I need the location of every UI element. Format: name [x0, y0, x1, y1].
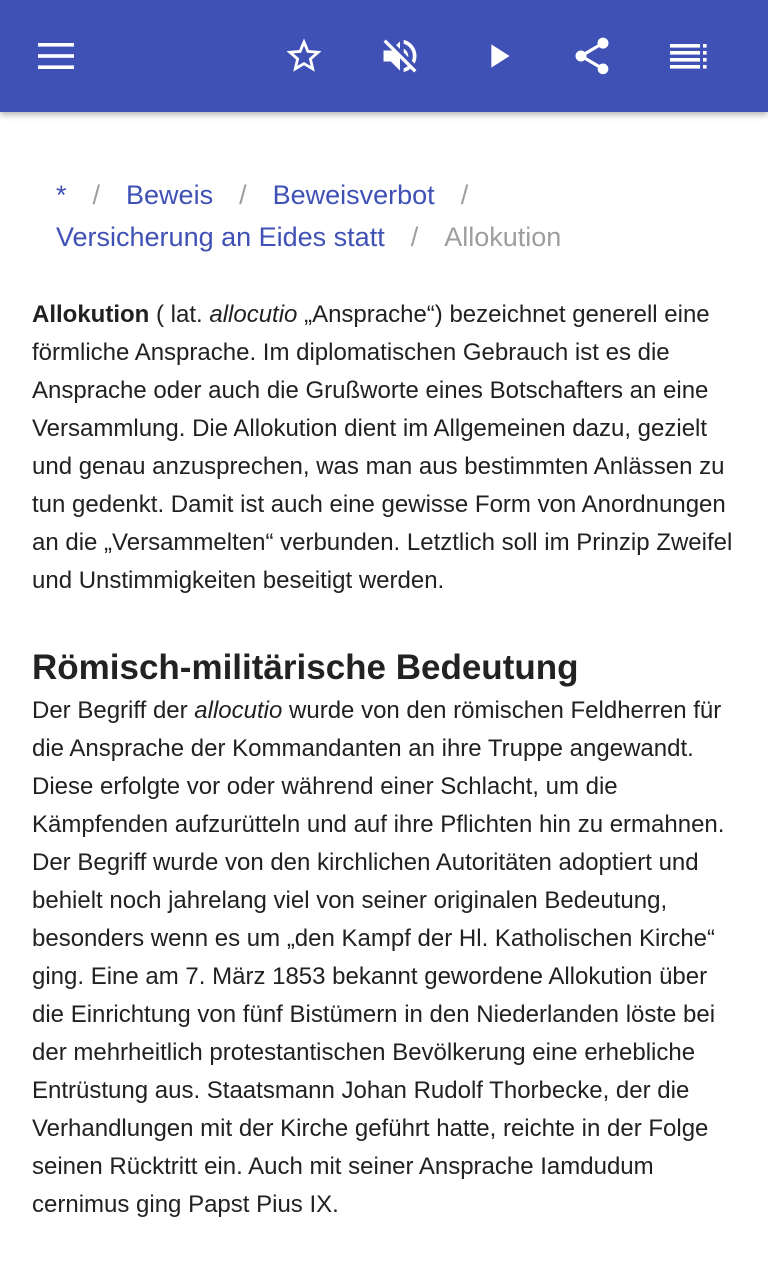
article-content — [0, 112, 768, 1280]
mute-button[interactable] — [368, 24, 432, 88]
star-outline-icon — [283, 35, 325, 77]
breadcrumb-link-beweis[interactable]: Beweis — [126, 180, 214, 210]
table-of-contents-icon — [668, 36, 708, 76]
play-button[interactable] — [466, 24, 530, 88]
section-paragraph — [32, 692, 736, 1224]
latin-term: allocutio — [194, 697, 283, 724]
breadcrumb — [56, 174, 736, 258]
breadcrumb-current: Allokution — [444, 222, 562, 252]
breadcrumb-separator: / — [460, 180, 469, 210]
breadcrumb-separator: / — [92, 180, 101, 210]
article-body — [32, 296, 736, 1224]
favorite-button[interactable] — [272, 24, 336, 88]
breadcrumb-separator: / — [410, 222, 419, 252]
contents-button[interactable] — [656, 24, 720, 88]
menu-button[interactable] — [24, 24, 88, 88]
breadcrumb-link-beweisverbot[interactable]: Beweisverbot — [272, 180, 435, 210]
breadcrumb-link-root[interactable]: * — [56, 180, 67, 210]
hamburger-menu-icon — [36, 36, 76, 76]
section-text-1: Der Begriff der — [32, 697, 195, 724]
intro-text-2: „Ansprache“) bezeichnet generell eine förmliche Ansprache. Im diplomatischen Gebrauch ist es die Ansprache oder auch die Grußworte eines Botschafters an eine Versammlung. Die Allokution dient im Allgemeinen dazu, gezielt und genau anzusprechen, was man aus bestimmten Anlässen zu tun gedenkt. Damit ist auch eine gewisse Form von Anordnungen an die „Versammelten“ verbunden. Letztlich soll im Prinzip Zweifel und Unstimmigkeiten beseitigt werden. — [32, 301, 733, 594]
section-heading: Römisch-militärische Bedeutung — [32, 648, 579, 687]
article-term: Allokution — [32, 301, 150, 328]
share-button[interactable] — [560, 24, 624, 88]
intro-text-1: ( lat. — [149, 301, 210, 328]
volume-off-icon — [378, 34, 422, 78]
play-icon — [478, 36, 518, 76]
share-icon — [570, 34, 614, 78]
section-text-2: wurde von den römischen Feldherren für die Ansprache der Kommandanten an ihre Truppe angewandt. Diese erfolgte vor oder während einer Schlacht, um die Kämpfenden aufzurütteln und auf ihre Pflichten hin zu ermahnen. Der Begriff wurde von den kirchlichen Autoritäten adoptiert und behielt noch jahrelang viel von seiner originalen Bedeutung, besonders wenn es um „den Kampf der Hl. Katholischen Kirche“ ging. Eine am 7. März 1853 bekannt gewordene Allokution über die Einrichtung von fünf Bistümern in den Niederlanden löste bei der mehrheitlich protestantischen Bevölkerung eine erhebliche Entrüstung aus. Staatsmann Johan Rudolf Thorbecke, der die Verhandlungen mit der Kirche geführt hatte, reichte in der Folge seinen Rücktritt ein. Auch mit seiner Ansprache Iamdudum cernimus ging Papst Pius IX. — [32, 697, 725, 1218]
intro-paragraph — [32, 296, 736, 600]
latin-term: allocutio — [209, 301, 298, 328]
breadcrumb-link-versicherung[interactable]: Versicherung an Eides statt — [56, 222, 385, 252]
app-toolbar — [0, 0, 768, 112]
breadcrumb-separator: / — [239, 180, 247, 210]
